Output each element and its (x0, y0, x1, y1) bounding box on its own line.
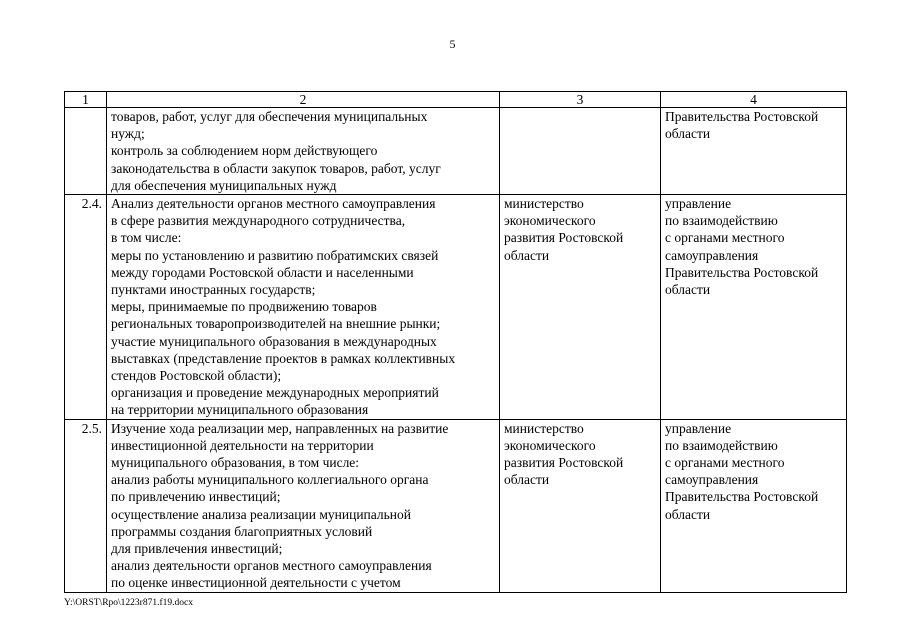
cell-line: осуществление анализа реализации муниципальной (111, 506, 411, 522)
cell-line: области (665, 282, 711, 298)
cell-num (65, 108, 107, 195)
cell-responsible (500, 195, 661, 420)
cell-line: инвестиционной деятельности на территории (111, 437, 374, 453)
cell-line: меры по установлению и развитию побратимских связей (111, 247, 439, 263)
cell-line: анализ деятельности органов местного самоуправления (111, 558, 432, 574)
cell-line: меры, принимаемые по продвижению товаров (111, 299, 377, 315)
cell-line: Правительства Ростовской (665, 109, 819, 124)
cell-line: с органами местного (665, 230, 785, 246)
cell-description (107, 419, 500, 592)
cell-line: управление (665, 420, 732, 436)
cell-line: организация и проведение международных мероприятий (111, 385, 439, 401)
cell-line: по привлечению инвестиций; (111, 489, 281, 505)
cell-responsible (500, 108, 661, 195)
cell-line: по оценке инвестиционной деятельности с учетом (111, 575, 401, 591)
cell-line: по взаимодействию (665, 437, 778, 453)
cell-line: выставках (представление проектов в рамках коллективных (111, 350, 456, 366)
cell-line: развития Ростовской (504, 455, 624, 471)
cell-line: самоуправления (665, 472, 759, 488)
cell-line: анализ работы муниципального коллегиального органа (111, 472, 429, 488)
cell-line: министерство (504, 196, 584, 212)
cell-line: в том числе: (111, 230, 182, 246)
cell-line: контроль за соблюдением норм действующего (111, 143, 378, 159)
cell-line: экономического (504, 213, 596, 229)
cell-line: муниципального образования, в том числе: (111, 455, 360, 471)
cell-line: самоуправления (665, 247, 759, 263)
cell-line: пунктами иностранных государств; (111, 282, 316, 298)
cell-coexecutor (661, 108, 847, 195)
cell-line: товаров, работ, услуг для обеспечения муниципальных (111, 109, 428, 124)
cell-line: Изучение хода реализации мер, направленных на развитие (111, 420, 449, 436)
cell-line: министерство (504, 420, 584, 436)
column-header: 3 (500, 92, 661, 108)
cell-line: Анализ деятельности органов местного самоуправления (111, 196, 436, 212)
cell-line: между городами Ростовской области и населенными (111, 264, 414, 280)
cell-description (107, 195, 500, 420)
cell-line: области (665, 126, 711, 142)
cell-coexecutor (661, 419, 847, 592)
cell-line: для привлечения инвестиций; (111, 541, 283, 557)
column-header: 4 (661, 92, 847, 108)
table-row-continuation (65, 108, 847, 195)
cell-coexecutor (661, 195, 847, 420)
cell-line: области (665, 506, 711, 522)
cell-line: с органами местного (665, 455, 785, 471)
column-header: 2 (107, 92, 500, 108)
cell-line: Правительства Ростовской (665, 264, 819, 280)
row-number: 2.5. (65, 419, 107, 592)
table-header-row (65, 92, 847, 108)
table-row (65, 195, 847, 420)
page-number: 5 (449, 37, 456, 51)
cell-line: экономического (504, 437, 596, 453)
cell-line: управление (665, 196, 732, 212)
cell-line: на территории муниципального образования (111, 402, 369, 418)
cell-line: области (504, 247, 550, 263)
cell-line: законодательства в области закупок товаров, работ, услуг (111, 160, 441, 176)
cell-line: программы создания благоприятных условий (111, 523, 373, 539)
document-table (64, 91, 847, 593)
cell-description (107, 108, 500, 195)
cell-line: стендов Ростовской области); (111, 368, 282, 384)
cell-line: региональных товаропроизводителей на внешние рынки; (111, 316, 441, 332)
cell-line: Правительства Ростовской (665, 489, 819, 505)
table-row (65, 419, 847, 592)
column-header: 1 (65, 92, 107, 108)
cell-line: нужд; (111, 126, 145, 142)
row-number: 2.4. (65, 195, 107, 420)
cell-line: участие муниципального образования в международных (111, 333, 437, 349)
cell-line: по взаимодействию (665, 213, 778, 229)
footer-file-path: Y:\ORST\Rpo\1223r871.f19.docx (64, 598, 193, 608)
cell-line: для обеспечения муниципальных нужд (111, 177, 337, 193)
cell-line: области (504, 472, 550, 488)
cell-responsible (500, 419, 661, 592)
cell-line: развития Ростовской (504, 230, 624, 246)
cell-line: в сфере развития международного сотрудничества, (111, 213, 406, 229)
